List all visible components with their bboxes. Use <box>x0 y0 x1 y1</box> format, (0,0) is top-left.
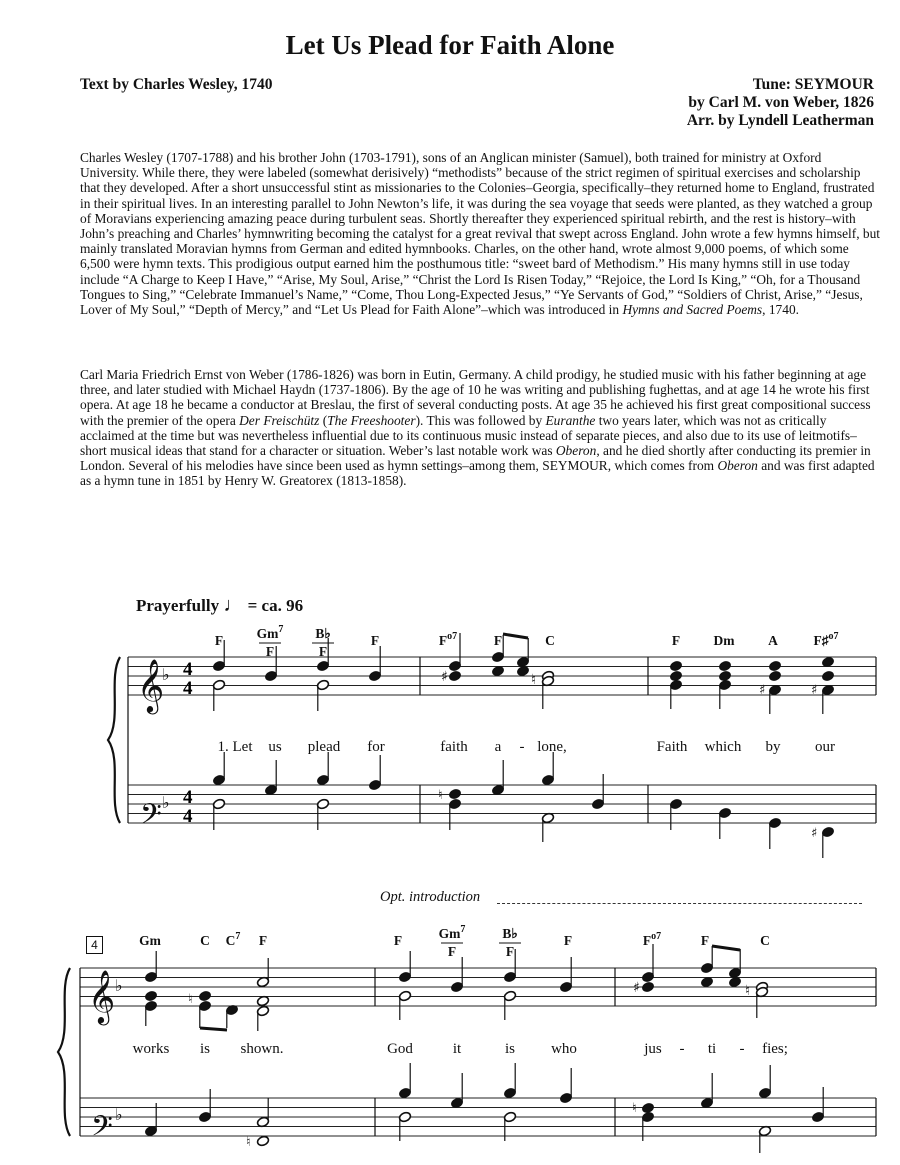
tempo-value: = ca. 96 <box>247 596 304 615</box>
chord-symbol: C <box>760 933 770 948</box>
chord-symbol: $F^{o7}$ <box>438 631 458 648</box>
note-head <box>768 660 781 672</box>
note-head <box>768 670 781 682</box>
tempo-text: Prayerfully <box>136 596 220 615</box>
note-head <box>718 670 731 682</box>
chord-symbol: B♭ <box>502 926 518 941</box>
chord-symbol: F <box>563 933 573 948</box>
lyric-syllable: is <box>199 1041 211 1057</box>
chord-symbol: $F^{o7}$ <box>642 931 662 948</box>
chord-symbol: F <box>700 933 710 948</box>
lyric-syllable: lone, <box>537 739 567 755</box>
note-head <box>448 670 461 682</box>
note-head <box>669 660 682 672</box>
lyric-syllable: jus <box>644 1041 662 1057</box>
lyric-syllable: who <box>551 1041 577 1057</box>
lyric-syllable: Faith <box>656 739 688 755</box>
composer-credit: by Carl M. von Weber, 1826 <box>688 94 874 111</box>
sharp-sign: ♯ <box>759 683 766 698</box>
lyric-syllable: ti <box>707 1041 717 1057</box>
lyric-syllable: - <box>679 1041 685 1057</box>
lyric-syllable: works <box>132 1041 170 1057</box>
lyric-syllable: faith <box>440 739 468 755</box>
lyric-syllable: - <box>519 739 525 755</box>
time-signature-top: 4 <box>183 787 193 808</box>
lyric-syllable: 1. Let <box>217 739 253 755</box>
chord-symbol: F <box>671 633 681 648</box>
natural-sign: ♮ <box>632 1101 637 1116</box>
quarter-note-icon: ♩ <box>223 594 244 616</box>
time-signature-bottom: 4 <box>183 806 193 827</box>
natural-sign: ♮ <box>188 992 193 1007</box>
key-flat: ♭ <box>115 976 123 995</box>
sharp-sign: ♯ <box>811 826 818 841</box>
note-head <box>198 990 211 1002</box>
opt-introduction-label: Opt. introduction <box>380 889 481 905</box>
lyric-syllable: - <box>739 1041 745 1057</box>
beam <box>712 946 740 950</box>
lyric-syllable: is <box>504 1041 516 1057</box>
brace <box>108 657 120 823</box>
natural-sign: ♮ <box>438 788 443 803</box>
lyric-syllable: fies; <box>762 1041 788 1057</box>
natural-sign: ♮ <box>531 672 537 688</box>
chord-symbol: F <box>214 633 224 648</box>
lyric-syllable: God <box>387 1041 413 1057</box>
measure-number: 4 <box>86 936 103 954</box>
lyric-syllable: our <box>815 739 835 755</box>
chord-symbol: Gm <box>139 933 161 948</box>
arranger-credit: Arr. by Lyndell Leatherman <box>686 112 874 129</box>
chord-symbol: F <box>258 933 268 948</box>
key-flat: ♭ <box>115 1105 123 1124</box>
chord-symbol: B♭ <box>315 626 331 641</box>
lyric-syllable: which <box>704 739 742 755</box>
time-signature-top: 4 <box>183 659 193 680</box>
note-head <box>821 670 834 682</box>
text-credit: Text by Charles Wesley, 1740 <box>80 76 273 93</box>
sharp-sign: ♯ <box>811 683 818 698</box>
chord-symbol: C <box>545 633 555 648</box>
note-head <box>144 990 157 1002</box>
lyric-syllable: for <box>367 739 385 755</box>
lyric-syllable: it <box>452 1041 462 1057</box>
chord-symbol: A <box>768 633 778 648</box>
chord-symbol: C <box>200 933 210 948</box>
tune-credit: Tune: SEYMOUR <box>752 76 874 93</box>
note-head <box>448 788 461 800</box>
chord-symbol: Gm$^7$ <box>256 624 284 641</box>
weber-biography: Carl Maria Friedrich Ernst von Weber (1786-1826) was born in Eutin, Germany. A child prodigy, he studied music with his father beginning at age three, and later studied with Michael Haydn (1737-1806). By the age of 10 he was writing and publishing fughettas, and at age 14 he wrote his first opera. At age 18 he became a conductor at Breslau, the first of several conducting posts. At age 35 he achieved his first great compositional success with the premier of the opera Der Freischütz (The Freeshooter). This was followed by Euranthe two years later, which was not as critically acclaimed at the time but was nevertheless influential due to its continuous music instead of separate pieces, and also due to its use of leitmotifs–short musical ideas that stand for a character or situation. Weber’s last notable work was Oberon, and he died shortly after conducting its premier in London. Several of his melodies have since been used as hymn settings–among them, SEYMOUR, which comes from Oberon and was first adapted as a hymn tune in 1851 by Henry W. Greatorex (1813-1858). <box>80 367 875 489</box>
note-head <box>641 1102 654 1114</box>
chord-symbol: Gm$^7$ <box>438 924 466 941</box>
chord-bass: F <box>447 944 457 959</box>
treble-clef: 𝄞 <box>88 969 116 1023</box>
time-signature-bottom: 4 <box>183 678 193 699</box>
key-flat: ♭ <box>162 665 170 684</box>
lyric-syllable: a <box>494 739 502 755</box>
note-head <box>641 981 654 993</box>
key-flat: ♭ <box>162 793 170 812</box>
natural-sign: ♮ <box>745 983 751 999</box>
chord-symbol: F <box>393 933 403 948</box>
treble-clef: 𝄞 <box>137 658 165 712</box>
chord-bass: F <box>505 944 515 959</box>
lyric-syllable: plead <box>307 739 341 755</box>
sharp-sign: ♯ <box>441 669 448 685</box>
chord-symbol: Dm <box>713 633 735 648</box>
bass-clef: 𝄢 <box>140 798 162 838</box>
hymn-title: Let Us Plead for Faith Alone <box>285 30 615 60</box>
beam <box>200 1028 227 1030</box>
wesley-biography: Charles Wesley (1707-1788) and his brother John (1703-1791), sons of an Anglican minister (Samuel), both trained for ministry at Oxford University. While there, they were labeled (somewhat derisively) “methodists” because of the strict regimen of spiritual exercises and scholarship that they developed. After a short unsuccessful stint as missionaries to the Colonies–Georgia, specifically–they returned home to England, frustrated in their spiritual lives. In an interesting parallel to John Newton’s life, it was during the sea voyage that seeds were planted, as they watched a group of Moravians experiencing amazing peace during turbulent seas. Shortly thereafter they experienced spiritual rebirth, and the rest is history–with John’s preaching and Charles’ hymnwriting becoming the catalyst for a great revival that swept across England. John wrote a few hymns himself, but mainly translated Moravian hymns from German and edited hymnbooks. Charles, on the other hand, wrote almost 9,000 poems, of which some 6,500 were hymn texts. This prodigious output earned him the posthumous title: “sweet bard of Methodism.” His many hymns still in use today include “A Charge to Keep I Have,” “Arise, My Soul, Arise,” “Christ the Lord Is Risen Today,” “Rejoice, the Lord Is King,” “Oh, for a Thousand Tongues to Sing,” “Celebrate Immanuel’s Name,” “Come, Thou Long-Expected Jesus,” “Ye Servants of God,” “Soldiers of Christ, Arise,” “Jesus, Lover of My Soul,” “Depth of Mercy,” and “Let Us Plead for Faith Alone”–which was introduced in Hymns and Sacred Poems, 1740. <box>80 150 881 318</box>
chord-bass: F <box>265 644 275 659</box>
sharp-sign: ♯ <box>633 980 640 996</box>
lyric-syllable: us <box>268 739 282 755</box>
chord-symbol: F <box>493 633 503 648</box>
beam <box>503 634 528 638</box>
chord-bass: F <box>318 644 328 659</box>
note-head <box>256 1135 269 1147</box>
brace <box>58 968 70 1136</box>
natural-sign: ♮ <box>246 1135 251 1150</box>
lyric-syllable: shown. <box>240 1041 284 1057</box>
chord-symbol: $C^7$ <box>225 931 241 948</box>
note-head <box>669 670 682 682</box>
chord-symbol: F <box>370 633 380 648</box>
bass-clef: 𝄢 <box>91 1110 113 1150</box>
note-head <box>718 660 731 672</box>
chord-symbol: F♯$^{o7}$ <box>813 631 839 648</box>
lyric-syllable: by <box>765 739 781 755</box>
